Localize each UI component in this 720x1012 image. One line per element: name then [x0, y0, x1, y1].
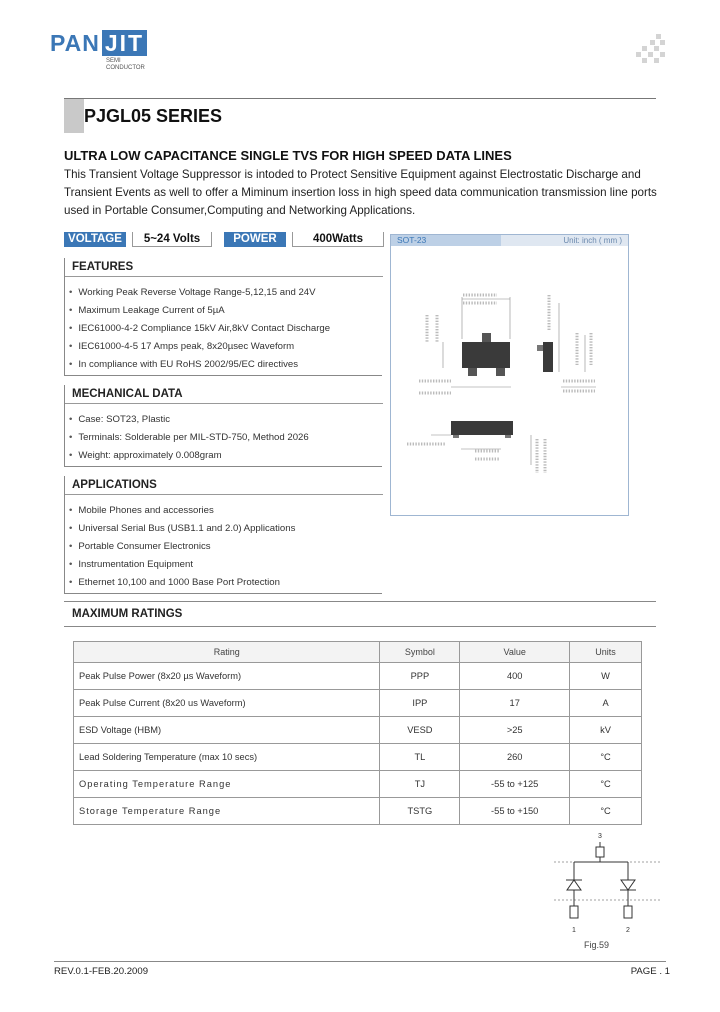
units-cell: kV [570, 717, 642, 744]
list-item: • Instrumentation Equipment [69, 556, 295, 574]
mechanical-list [69, 411, 309, 465]
title-accent-block [64, 99, 84, 133]
circuit-pin-1-label: 1 [572, 927, 576, 934]
units-cell: °C [570, 744, 642, 771]
list-item: • Weight: approximately 0.008gram [69, 447, 309, 465]
symbol-cell: IPP [380, 690, 460, 717]
symbol-cell: TSTG [380, 798, 460, 825]
units-cell: A [570, 690, 642, 717]
circuit-pin-2-label: 2 [626, 927, 630, 934]
logo-brand-a: PAN [50, 30, 100, 56]
series-title-bar [64, 98, 656, 134]
table-row [74, 690, 642, 717]
symbol-cell: VESD [380, 717, 460, 744]
applications-list [69, 502, 295, 592]
table-row [74, 798, 642, 825]
table-row [74, 771, 642, 798]
voltage-badge-value: 5~24 Volts [132, 232, 212, 247]
symbol-cell: TL [380, 744, 460, 771]
units-cell: °C [570, 798, 642, 825]
logo-sub-line1: SEMI [106, 58, 121, 64]
value-cell: 260 [460, 744, 570, 771]
symbol-cell: PPP [380, 663, 460, 690]
max-ratings-title-bar [64, 601, 656, 627]
sot23-pin-2 [496, 368, 505, 376]
value-cell: -55 to +150 [460, 798, 570, 825]
applications-section [64, 476, 382, 594]
diode-right-icon [621, 880, 635, 890]
sot23-outline-svg [391, 235, 630, 517]
table-header-row [74, 642, 642, 663]
value-cell: -55 to +125 [460, 771, 570, 798]
package-drawing [390, 234, 629, 516]
logo-sub-line2: CONDUCTOR [106, 65, 145, 71]
list-item: • Terminals: Solderable per MIL-STD-750, Method 2026 [69, 429, 309, 447]
package-units: Unit: inch ( mm ) [563, 236, 622, 245]
symbol-cell: TJ [380, 771, 460, 798]
table-row [74, 717, 642, 744]
revision-label: REV.0.1-FEB.20.2009 [54, 966, 149, 977]
logo-wordmark [50, 30, 147, 57]
rating-cell: Lead Soldering Temperature (max 10 secs) [74, 744, 380, 771]
page-title: PJGL05 SERIES [84, 106, 223, 126]
figure-caption: Fig.59 [584, 940, 610, 950]
product-description: This Transient Voltage Suppressor is intoded to Protect Sensitive Equipment against Electrostatic Discharge and Transient Events as well to offer a Miminum insertion loss in high speed data communication transmission line ports used in Portable Consumer,Computing and Networking Applications. [64, 168, 657, 217]
features-title: FEATURES [72, 261, 134, 273]
applications-rule [65, 494, 383, 495]
sot23-pin-3 [482, 333, 491, 342]
rating-cell: ESD Voltage (HBM) [74, 717, 380, 744]
units-cell: °C [570, 771, 642, 798]
sot23-side-body [543, 342, 553, 372]
mechanical-rule [65, 403, 383, 404]
product-headline: ULTRA LOW CAPACITANCE SINGLE TVS FOR HIGH SPEED DATA LINES [64, 148, 512, 163]
max-ratings-table [73, 641, 642, 825]
list-item: • Universal Serial Bus (USB1.1 and 2.0) Applications [69, 520, 295, 538]
column-header-value: Value [460, 642, 570, 663]
voltage-badge-label: VOLTAGE [64, 232, 126, 247]
list-item: • IEC61000-4-2 Compliance 15kV Air,8kV Contact Discharge [69, 320, 330, 338]
max-ratings-title: MAXIMUM RATINGS [72, 608, 183, 620]
applications-title: APPLICATIONS [72, 479, 157, 491]
sot23-front-body [451, 421, 513, 435]
circuit-diagram [552, 830, 662, 955]
rating-cell: Storage Temperature Range [74, 798, 380, 825]
logo-brand-b: JIT [102, 30, 147, 56]
column-header-units: Units [570, 642, 642, 663]
units-cell: W [570, 663, 642, 690]
list-item: • In compliance with EU RoHS 2002/95/EC directives [69, 356, 330, 374]
features-list [69, 284, 330, 374]
logo-subtitle [106, 58, 147, 72]
table-row [74, 744, 642, 771]
page-number: PAGE . 1 [630, 966, 670, 977]
circuit-pin-3-label: 3 [598, 833, 602, 840]
company-logo [50, 30, 147, 72]
list-item: • Mobile Phones and accessories [69, 502, 295, 520]
table-row [74, 663, 642, 690]
features-rule [65, 276, 383, 277]
rating-cell: Operating Temperature Range [74, 771, 380, 798]
power-badge-label: POWER [224, 232, 286, 247]
power-badge-value: 400Watts [292, 232, 384, 247]
list-item: • Working Peak Reverse Voltage Range-5,12,15 and 24V [69, 284, 330, 302]
rating-cell: Peak Pulse Current (8x20 us Waveform) [74, 690, 380, 717]
sot23-top-body [462, 342, 510, 368]
diode-left-icon [567, 880, 581, 890]
package-name: SOT-23 [397, 235, 427, 245]
rating-cell: Peak Pulse Power (8x20 µs Waveform) [74, 663, 380, 690]
sot23-pin-1 [468, 368, 477, 376]
mechanical-section [64, 385, 382, 467]
column-header-rating: Rating [74, 642, 380, 663]
list-item: • IEC61000-4-5 17 Amps peak, 8x20µsec Waveform [69, 338, 330, 356]
value-cell: >25 [460, 717, 570, 744]
column-header-symbol: Symbol [380, 642, 460, 663]
list-item: • Case: SOT23, Plastic [69, 411, 309, 429]
footer-divider [54, 961, 666, 962]
value-cell: 400 [460, 663, 570, 690]
mechanical-title: MECHANICAL DATA [72, 388, 183, 400]
list-item: • Ethernet 10,100 and 1000 Base Port Protection [69, 574, 295, 592]
list-item: • Maximum Leakage Current of 5µA [69, 302, 330, 320]
corner-decoration [636, 34, 666, 64]
value-cell: 17 [460, 690, 570, 717]
list-item: • Portable Consumer Electronics [69, 538, 295, 556]
features-section [64, 258, 382, 376]
